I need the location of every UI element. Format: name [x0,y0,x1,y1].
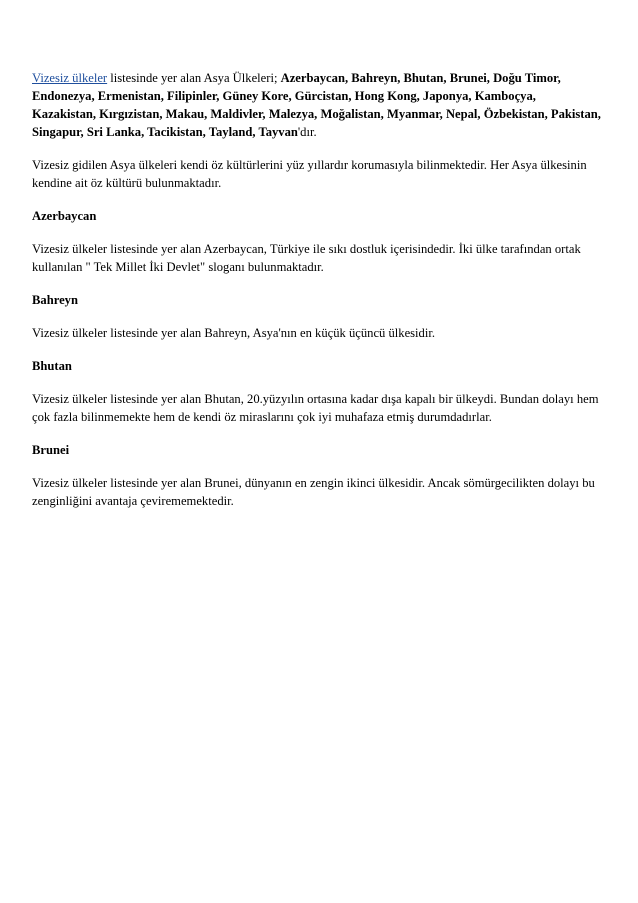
section-text-bhutan: Vizesiz ülkeler listesinde yer alan Bhutan, 20.yüzyılın ortasına kadar dışa kapalı bir ülkeydi. Bundan dolayı hem çok fazla bilinmemekte hem de kendi öz miraslarını çok iyi muhafaza etmiş durumdadırlar. [32,392,599,424]
section-heading-azerbaycan: Azerbaycan [32,209,97,223]
intro-lead-text: listesinde yer alan Asya Ülkeleri; [107,71,281,85]
culture-paragraph: Vizesiz gidilen Asya ülkeleri kendi öz kültürlerini yüz yıllardır korumasıyla bilinmektedir. Her Asya ülkesinin kendine ait öz kültürü bulunmaktadır. [32,158,587,190]
document-page [32,69,602,525]
section-heading-bhutan: Bhutan [32,359,72,373]
section-heading-bahreyn: Bahreyn [32,293,78,307]
vizesiz-ulkeler-link[interactable]: Vizesiz ülkeler [32,71,108,85]
section-heading-brunei: Brunei [32,443,70,457]
section-text-azerbaycan: Vizesiz ülkeler listesinde yer alan Azerbaycan, Türkiye ile sıkı dostluk içerisindedir. İki ülke tarafından ortak kullanılan " Tek Millet İki Devlet" sloganı bulunmaktadır. [32,242,581,274]
intro-paragraph [32,69,602,141]
intro-country-list: Azerbaycan, Bahreyn, Bhutan, Brunei, Doğu Timor, Endonezya, Ermenistan, Filipinler, Güney Kore, Gürcistan, Hong Kong, Japonya, Kamboçya, Kazakistan, Kırgızistan, Makau, Maldivler, Malezya, Moğalistan, Myanmar, Nepal, Özbekistan, Pakistan, Singapur, Sri Lanka, Tacikistan, Tayland, Tayvan [32,71,601,139]
intro-tail-text: 'dır. [297,125,317,139]
section-text-bahreyn: Vizesiz ülkeler listesinde yer alan Bahreyn, Asya'nın en küçük üçüncü ülkesidir. [32,326,435,340]
section-text-brunei: Vizesiz ülkeler listesinde yer alan Brunei, dünyanın en zengin ikinci ülkesidir. Ancak sömürgecilikten dolayı bu zenginliğini avantaja çevirememektedir. [32,476,595,508]
